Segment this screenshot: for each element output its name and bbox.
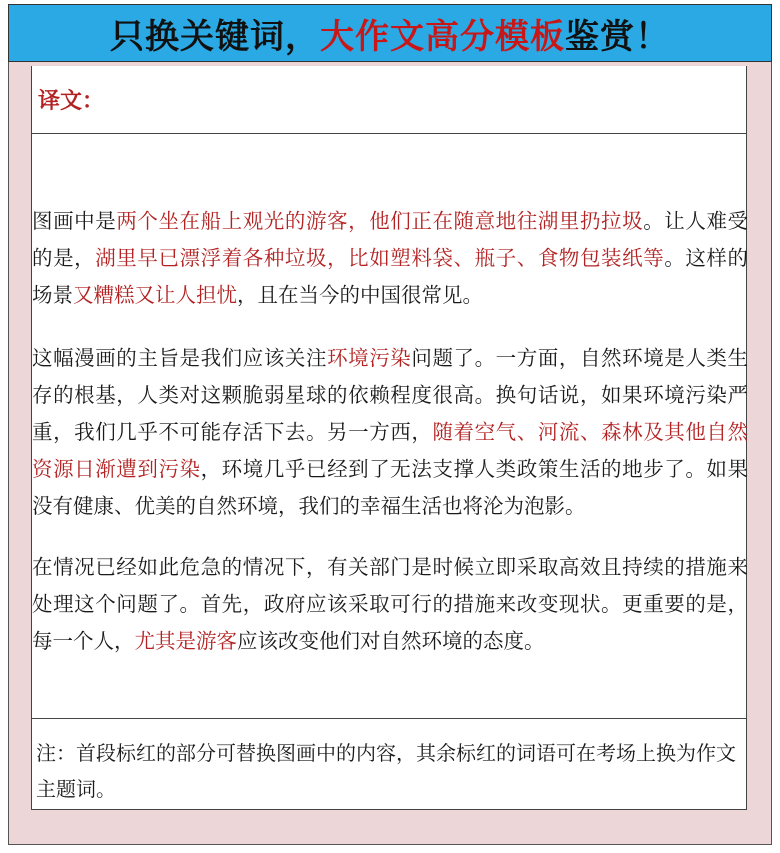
highlighted-phrase: 尤其是游客	[134, 629, 237, 653]
text-segment: 问题了。一方面，自然环境是人类生存的根基，人类对这颗脆弱星球的依赖程度很高。换句话说，如果环境污染严重，我们几乎不可能存活下去。另一方西，	[32, 346, 749, 444]
title-part-2: 大作文高分模板	[320, 16, 565, 57]
footnote: 注：首段标红的部分可替换图画中的内容，其余标红的词语可在考场上换为作文主题词。	[36, 741, 736, 801]
highlighted-phrase: 又糟糕又让人担忧	[73, 283, 237, 307]
section-label: 译文：	[38, 89, 105, 114]
text-segment: 。让人难受的是，	[32, 209, 749, 270]
text-segment: 。这样的场景	[32, 246, 749, 307]
paragraph-3	[32, 549, 748, 660]
highlighted-phrase: 随着空气、河流、森林及其他自然资源日渐遭到污染	[32, 420, 749, 481]
text-segment: 这幅漫画的主旨是我们应该关注	[32, 346, 328, 370]
paragraph-1	[32, 203, 748, 314]
highlighted-phrase: 湖里早已漂浮着各种垃圾，比如塑料袋、瓶子、食物包装纸等	[95, 246, 665, 270]
section-divider-top	[31, 133, 747, 134]
title-part-3: 鉴赏！	[565, 16, 670, 57]
highlighted-phrase: 两个坐在船上观光的游客，他们正在随意地往湖里扔拉圾	[116, 209, 644, 233]
text-segment: 图画中是	[32, 209, 117, 233]
text-segment: ，且在当今的中国很常见。	[237, 283, 483, 307]
section-divider-bottom	[31, 718, 747, 719]
paragraph-2	[32, 340, 748, 525]
text-segment: 应该改变他们对自然环境的态度。	[237, 629, 545, 653]
text-segment: 在情况已经如此危急的情况下，有关部门是时候立即采取高效且持续的措施来处理这个问题了。首先，政府应该采取可行的措施来改变现状。更重要的是，每一个人，	[32, 555, 748, 653]
page-title	[8, 4, 772, 62]
title-part-1: 只换关键词，	[110, 16, 320, 57]
highlighted-phrase: 环境污染	[327, 346, 412, 370]
text-segment: ，环境几乎已经到了无法支撑人类政策生活的地步了。如果没有健康、优美的自然环境，我们的幸福生活也将沦为泡影。	[32, 457, 749, 518]
